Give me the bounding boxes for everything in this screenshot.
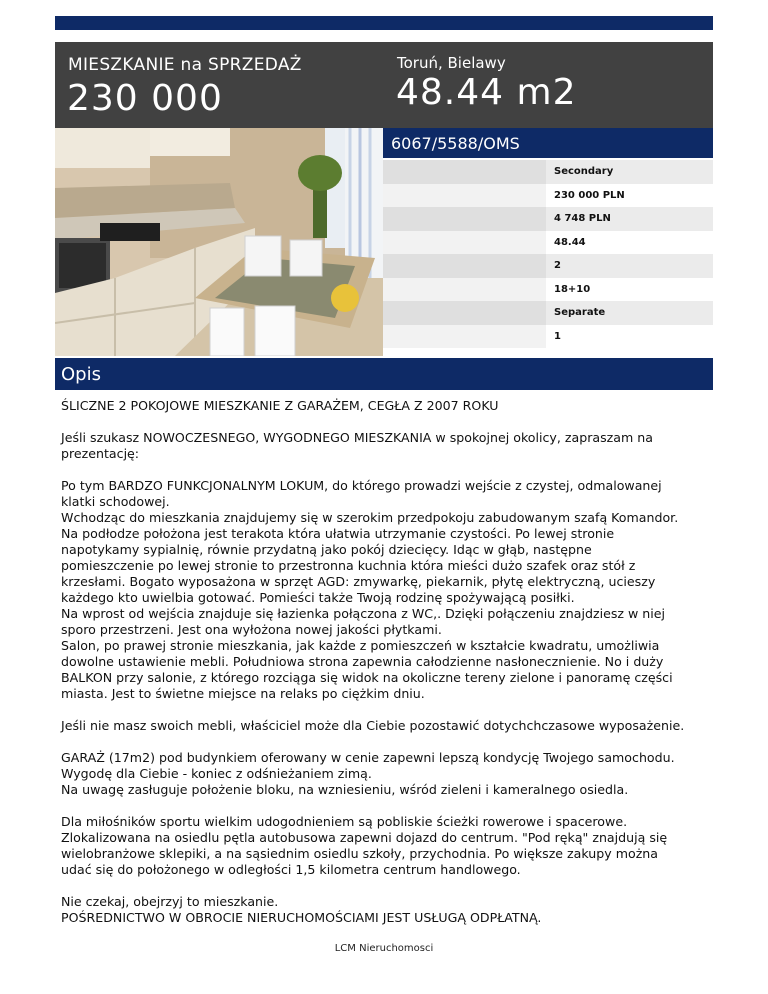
text-line: Dla miłośników sportu wielkim udogodnieniem są pobliskie ścieżki rowerowe i spacerowe. <box>61 814 628 829</box>
text-line: pomieszczenie po lewej stronie to przestronna kuchnia która mieści dużo szafek oraz stół z <box>61 558 636 573</box>
property-row <box>383 207 713 231</box>
text-line: udać się do położonego w odległości 1,5 kilometra centrum handlowego. <box>61 862 521 877</box>
text-line: Wchodząc do mieszkania znajdujemy się w szerokim przedpokoju zabudowanym szafą Komandor. <box>61 510 679 525</box>
property-value: 18+10 <box>554 283 591 295</box>
property-row <box>383 301 713 325</box>
text-line: GARAŻ (17m2) pod budynkiem oferowany w cenie zapewni lepszą kondycję Twojego samochodu. <box>61 750 675 765</box>
property-row <box>383 160 713 184</box>
text-line: sporo przestrzeni. Jest ona wyłożona nowej jakości płytkami. <box>61 622 442 637</box>
property-value: Separate <box>554 307 606 318</box>
description-body <box>61 398 713 942</box>
text-line: prezentację: <box>61 446 140 461</box>
text-line: BALKON przy salonie, z którego rozciąga się widok na okoliczne tereny zielone i panoramę części <box>61 670 673 685</box>
paragraph <box>61 398 713 414</box>
paragraph <box>61 430 713 462</box>
paragraph <box>61 814 713 878</box>
text-line: Zlokalizowana na osiedlu pętla autobusowa zapewni dojazd do centrum. "Pod ręką" znajdują się <box>61 830 668 845</box>
text-line: Na uwagę zasługuje położenie bloku, na wzniesieniu, wśród zieleni i kameralnego osiedla. <box>61 782 629 797</box>
text-line: Na wprost od wejścia znajduje się łazienka połączona z WC,. Dzięki połączeniu znajdziesz w niej <box>61 606 666 621</box>
text-line: Salon, po prawej stronie mieszkania, jak każde z pomieszczeń w kształcie kwadratu, umożliwia <box>61 638 660 653</box>
property-value: 2 <box>554 260 561 271</box>
paragraph <box>61 478 713 702</box>
text-line: krzesłami. Bogato wyposażona w sprzęt AGD: zmywarkę, piekarnik, płytę elektryczną, ucieszy <box>61 574 656 589</box>
text-line: Po tym BARDZO FUNKCJONALNYM LOKUM, do którego prowadzi wejście z czystej, odmalowanej <box>61 478 662 493</box>
text-line: Wygodę dla Ciebie - koniec z odśnieżaniem zimą. <box>61 766 372 781</box>
property-row <box>383 184 713 208</box>
listing-location: Toruń, Bielawy <box>397 54 506 72</box>
text-line: ŚLICZNE 2 POKOJOWE MIESZKANIE Z GARAŻEM, CEGŁA Z 2007 ROKU <box>61 398 499 413</box>
property-value: 4 748 PLN <box>554 213 611 224</box>
text-line: Jeśli szukasz NOWOCZESNEGO, WYGODNEGO MIESZKANIA w spokojnej okolicy, zapraszam na <box>61 430 653 445</box>
text-line: dowolne ustawienie mebli. Południowa strona zapewnia całodzienne nasłonecznienie. No i duży <box>61 654 664 669</box>
text-line: napotykamy sypialnię, równie przydatną jako pokój dziecięcy. Idąc w głąb, następne <box>61 542 592 557</box>
property-row <box>383 278 713 302</box>
top-accent-bar <box>55 16 713 30</box>
text-line: Jeśli nie masz swoich mebli, właściciel może dla Ciebie pozostawić dotychchczasowe wyposażenie. <box>61 718 685 733</box>
description-heading: Opis <box>55 358 713 390</box>
property-value: Secondary <box>554 166 614 177</box>
paragraph <box>61 894 713 926</box>
text-line: wielobranżowe sklepiki, a na sąsiednim osiedlu szkoły, przychodnia. Po większe zakupy można <box>61 846 658 861</box>
text-line: każdego kto uwielbia gotować. Pomieści także Twoją rodzinę spożywającą posiłki. <box>61 590 575 605</box>
property-value: 48.44 <box>554 236 586 248</box>
text-line: miasta. Jest to świetne miejsce na relaks po ciężkim dniu. <box>61 686 425 701</box>
paragraph <box>61 750 713 798</box>
text-line: Na podłodze położona jest terakota która ułatwia utrzymanie czystości. Po lewej stronie <box>61 526 615 541</box>
listing-area: 48.44 m2 <box>396 72 577 113</box>
text-line: Nie czekaj, obejrzyj to mieszkanie. <box>61 894 279 909</box>
footer-agency: LCM Nieruchomosci <box>334 943 434 954</box>
property-value: 1 <box>554 330 561 342</box>
property-photo <box>55 128 383 356</box>
property-row <box>383 325 713 349</box>
listing-type: MIESZKANIE na SPRZEDAŻ <box>68 55 302 75</box>
paragraph <box>61 718 713 734</box>
property-value: 230 000 PLN <box>554 189 625 201</box>
property-row <box>383 254 713 278</box>
reference-number: 6067/5588/OMS <box>383 128 713 158</box>
text-line: klatki schodowej. <box>61 494 170 509</box>
listing-header <box>55 42 713 128</box>
text-line: POŚREDNICTWO W OBROCIE NIERUCHOMOŚCIAMI JEST USŁUGĄ ODPŁATNĄ. <box>61 910 542 925</box>
property-details <box>383 160 713 348</box>
property-row <box>383 231 713 255</box>
listing-price: 230 000 <box>67 78 223 119</box>
